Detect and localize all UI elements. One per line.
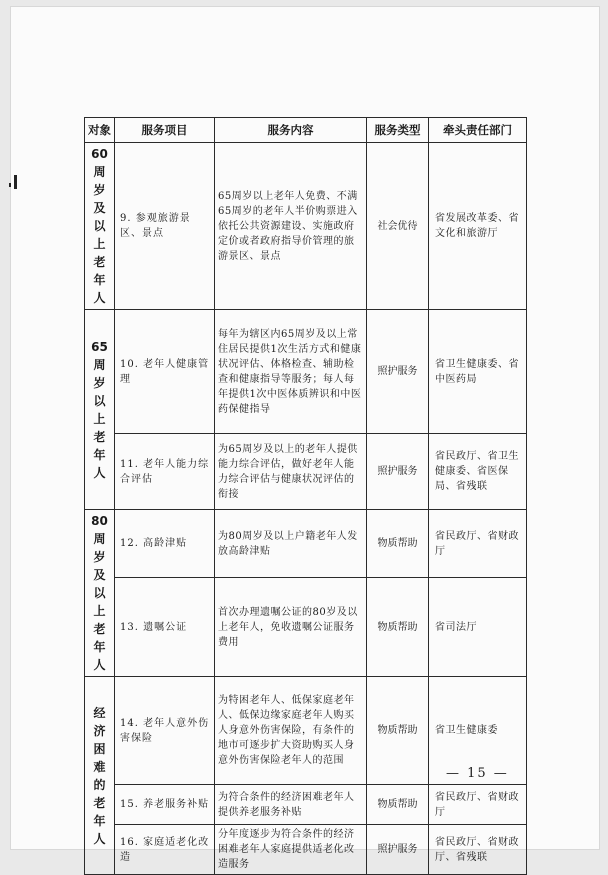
- table-row: [85, 143, 527, 310]
- lead-department: 省民政厅、省财政厅: [429, 785, 527, 825]
- lead-department: 省民政厅、省财政厅: [429, 510, 527, 578]
- service-type: 照护服务: [367, 310, 429, 434]
- table-row: [85, 310, 527, 434]
- lead-department: 省民政厅、省财政厅、省残联: [429, 825, 527, 875]
- service-type: 物质帮助: [367, 578, 429, 677]
- service-type: 物质帮助: [367, 677, 429, 785]
- lead-department: 省司法厅: [429, 578, 527, 677]
- services-table: [84, 117, 527, 875]
- target-group-poor: 经济困难的老年人: [85, 677, 115, 875]
- service-type: 照护服务: [367, 825, 429, 875]
- service-type: 照护服务: [367, 434, 429, 510]
- service-item: 16. 家庭适老化改造: [115, 825, 215, 875]
- service-type: 物质帮助: [367, 510, 429, 578]
- target-group-60: 60周岁及以上老年人: [85, 143, 115, 310]
- service-item: 14. 老年人意外伤害保险: [115, 677, 215, 785]
- service-content: 为80周岁及以上户籍老年人发放高龄津贴: [215, 510, 367, 578]
- service-content: 首次办理遗嘱公证的80岁及以上老年人，免收遗嘱公证服务费用: [215, 578, 367, 677]
- service-item: 10. 老年人健康管理: [115, 310, 215, 434]
- target-group-80: 80周岁及以上老年人: [85, 510, 115, 677]
- table-row: [85, 434, 527, 510]
- page-number: — 15 —: [446, 766, 509, 781]
- service-content: 每年为辖区内65周岁及以上常住居民提供1次生活方式和健康状况评估、体格检查、辅助检查和健康指导等服务；每人每年提供1次中医体质辨识和中医药保健指导: [215, 310, 367, 434]
- header-content: 服务内容: [215, 118, 367, 143]
- service-content: 为特困老年人、低保家庭老年人、低保边缘家庭老年人购买人身意外伤害保险，有条件的地市可逐步扩大资助购买人身意外伤害保险老年人的范围: [215, 677, 367, 785]
- service-content: 分年度逐步为符合条件的经济困难老年人家庭提供适老化改造服务: [215, 825, 367, 875]
- service-type: 社会优待: [367, 143, 429, 310]
- binder-mark-edge: [9, 183, 11, 187]
- table-row: [85, 578, 527, 677]
- service-content: 为65周岁及以上的老年人提供能力综合评估，做好老年人能力综合评估与健康状况评估的衔接: [215, 434, 367, 510]
- binder-mark: [14, 175, 17, 189]
- service-item: 12. 高龄津贴: [115, 510, 215, 578]
- table-row: [85, 825, 527, 875]
- service-item: 11. 老年人能力综合评估: [115, 434, 215, 510]
- lead-department: 省发展改革委、省文化和旅游厅: [429, 143, 527, 310]
- lead-department: 省卫生健康委、省中医药局: [429, 310, 527, 434]
- table-row: [85, 785, 527, 825]
- header-dept: 牵头责任部门: [429, 118, 527, 143]
- service-type: 物质帮助: [367, 785, 429, 825]
- lead-department: 省卫生健康委: [429, 677, 527, 785]
- table-row: [85, 510, 527, 578]
- service-item: 13. 遗嘱公证: [115, 578, 215, 677]
- target-group-65: 65周岁以上老年人: [85, 310, 115, 510]
- header-target: 对象: [85, 118, 115, 143]
- header-item: 服务项目: [115, 118, 215, 143]
- service-content: 65周岁以上老年人免费、不满65周岁的老年人半价购票进入依托公共资源建设、实施政府定价或者政府指导价管理的旅游景区、景点: [215, 143, 367, 310]
- header-type: 服务类型: [367, 118, 429, 143]
- lead-department: 省民政厅、省卫生健康委、省医保局、省残联: [429, 434, 527, 510]
- service-item: 9. 参观旅游景区、景点: [115, 143, 215, 310]
- service-content: 为符合条件的经济困难老年人提供养老服务补贴: [215, 785, 367, 825]
- table-header-row: [85, 118, 527, 143]
- service-item: 15. 养老服务补贴: [115, 785, 215, 825]
